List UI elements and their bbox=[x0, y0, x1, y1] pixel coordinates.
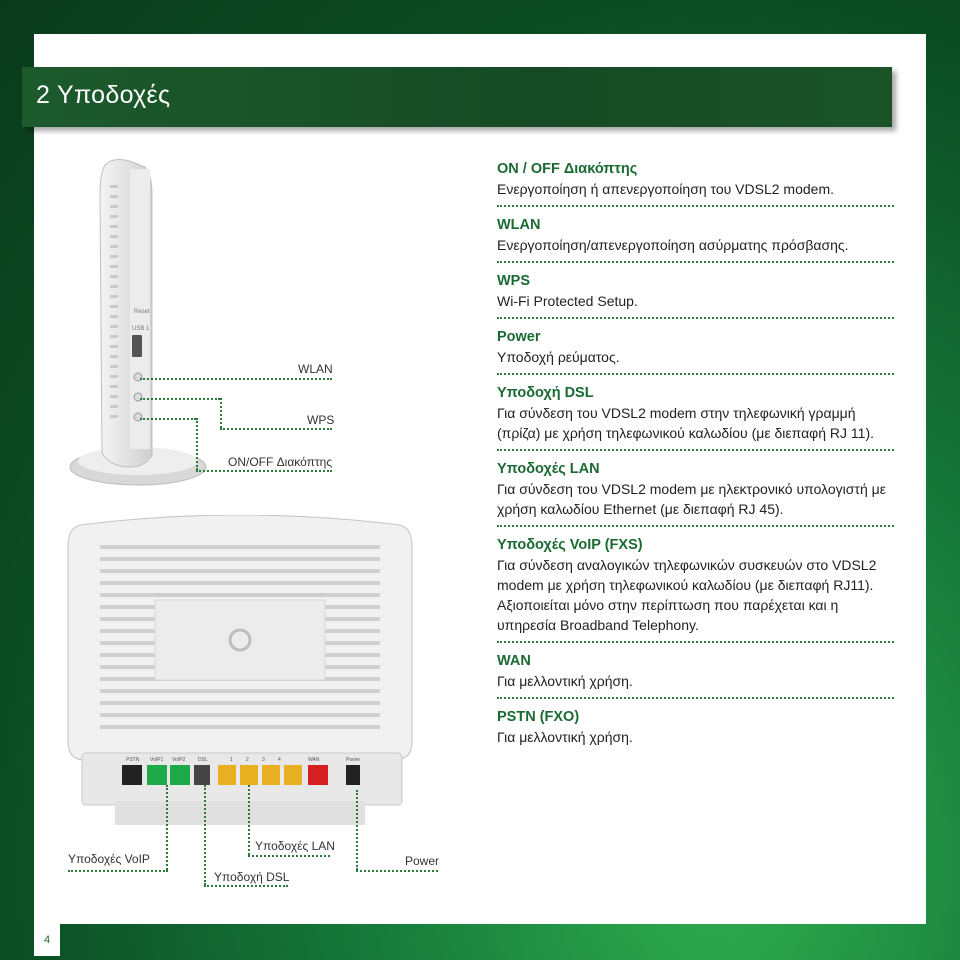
callout-line-wps bbox=[140, 398, 220, 400]
callout-wlan: WLAN bbox=[298, 362, 333, 376]
section-desc: Για μελλοντική χρήση. bbox=[497, 673, 633, 689]
section-lan bbox=[497, 460, 894, 519]
port-label-voip1: VoIP1 bbox=[150, 757, 164, 763]
dotted-divider bbox=[497, 641, 894, 643]
section-pstn bbox=[497, 708, 894, 747]
section-header bbox=[22, 67, 892, 127]
port-label-lan2: 2 bbox=[246, 757, 249, 763]
port-label-power: Power bbox=[346, 757, 361, 763]
section-voip bbox=[497, 536, 894, 635]
callout-power: Power bbox=[405, 854, 440, 868]
section-dsl bbox=[497, 384, 894, 443]
dotted-divider bbox=[497, 317, 894, 319]
section-desc: Για σύνδεση αναλογικών τηλεφωνικών συσκευών στο VDSL2 modem με χρήση τηλεφωνικού καλωδίου (με διεπαφή RJ11). Αξιοποιείται μόνο στην περίπτωση που παρέχεται και η υπηρεσία Broadband Telephony. bbox=[497, 557, 877, 633]
section-desc: Ενεργοποίηση/απενεργοποίηση ασύρματης πρόσβασης. bbox=[497, 237, 849, 253]
callout-line-wps-v bbox=[220, 398, 222, 428]
callout-line-onoff-2 bbox=[196, 470, 332, 472]
voip2-port bbox=[170, 765, 190, 785]
callout-line-lan-v bbox=[248, 785, 250, 855]
section-desc: Για σύνδεση του VDSL2 modem στην τηλεφωνική γραμμή (πρίζα) με χρήση τηλεφωνικού καλωδίου (με διεπαφή RJ 11). bbox=[497, 405, 875, 441]
section-desc: Υποδοχή ρεύματος. bbox=[497, 349, 620, 365]
section-title: Υποδοχές VoIP (FXS) bbox=[497, 537, 643, 553]
dotted-divider bbox=[497, 373, 894, 375]
section-title: Υποδοχή DSL bbox=[497, 385, 594, 401]
callout-line-lan bbox=[248, 855, 330, 857]
section-wps bbox=[497, 272, 894, 311]
section-desc: Για σύνδεση του VDSL2 modem με ηλεκτρονικό υπολογιστή με χρήση καλωδίου Ethernet (με διεπαφή RJ 45). bbox=[497, 481, 886, 517]
page-number: 4 bbox=[34, 924, 60, 956]
usb-label: USB 1 bbox=[132, 326, 150, 332]
section-title: PSTN (FXO) bbox=[497, 709, 580, 725]
dotted-divider bbox=[497, 205, 894, 207]
port-descriptions bbox=[497, 160, 894, 747]
callout-line-power-v bbox=[356, 790, 358, 870]
section-desc: Wi-Fi Protected Setup. bbox=[497, 293, 638, 309]
lan-port-1 bbox=[218, 765, 236, 785]
reset-label: Reset bbox=[134, 309, 150, 315]
section-onoff bbox=[497, 160, 894, 199]
section-title: 2 Υποδοχές bbox=[36, 81, 171, 109]
section-title: WAN bbox=[497, 653, 531, 669]
section-title: Υποδοχές LAN bbox=[497, 461, 600, 477]
callout-line-wlan bbox=[140, 378, 332, 380]
section-wlan bbox=[497, 216, 894, 255]
callout-lan: Υποδοχές LAN bbox=[255, 839, 335, 853]
port-label-wan: WAN bbox=[308, 757, 320, 763]
port-label-pstn: PSTN bbox=[126, 757, 140, 763]
callout-line-voip-v bbox=[166, 785, 168, 870]
section-title: WLAN bbox=[497, 217, 541, 233]
callout-line-voip bbox=[68, 870, 168, 872]
callout-line-dsl bbox=[204, 885, 288, 887]
callout-line-wps-2 bbox=[220, 428, 332, 430]
section-desc: Για μελλοντική χρήση. bbox=[497, 729, 633, 745]
callout-dsl: Υποδοχή DSL bbox=[214, 870, 290, 884]
modem-back-view bbox=[60, 515, 420, 835]
pstn-port bbox=[122, 765, 142, 785]
power-port bbox=[346, 765, 360, 785]
port-label-lan4: 4 bbox=[278, 757, 281, 763]
section-wan bbox=[497, 652, 894, 691]
section-title: Power bbox=[497, 329, 541, 345]
callout-onoff: ON/OFF Διακόπτης bbox=[228, 455, 333, 469]
dotted-divider bbox=[497, 449, 894, 451]
section-title: WPS bbox=[497, 273, 531, 289]
lan-port-3 bbox=[262, 765, 280, 785]
port-label-lan1: 1 bbox=[230, 757, 233, 763]
callout-line-dsl-v bbox=[204, 785, 206, 885]
port-label-dsl: DSL bbox=[198, 757, 208, 763]
callout-voip: Υποδοχές VoIP bbox=[68, 852, 150, 866]
dotted-divider bbox=[497, 261, 894, 263]
callout-line-onoff-v bbox=[196, 418, 198, 470]
port-label-lan3: 3 bbox=[262, 757, 265, 763]
section-desc: Ενεργοποίηση ή απενεργοποίηση του VDSL2 modem. bbox=[497, 181, 834, 197]
dotted-divider bbox=[497, 525, 894, 527]
callout-line-power bbox=[356, 870, 438, 872]
dotted-divider bbox=[497, 697, 894, 699]
port-label-voip2: VoIP2 bbox=[172, 757, 186, 763]
callout-line-onoff bbox=[140, 418, 196, 420]
section-title: ON / OFF Διακόπτης bbox=[497, 161, 638, 177]
lan-port-4 bbox=[284, 765, 302, 785]
section-power bbox=[497, 328, 894, 367]
lan-port-2 bbox=[240, 765, 258, 785]
callout-wps: WPS bbox=[307, 413, 335, 427]
wan-port bbox=[308, 765, 328, 785]
dsl-port bbox=[194, 765, 210, 785]
voip1-port bbox=[147, 765, 167, 785]
